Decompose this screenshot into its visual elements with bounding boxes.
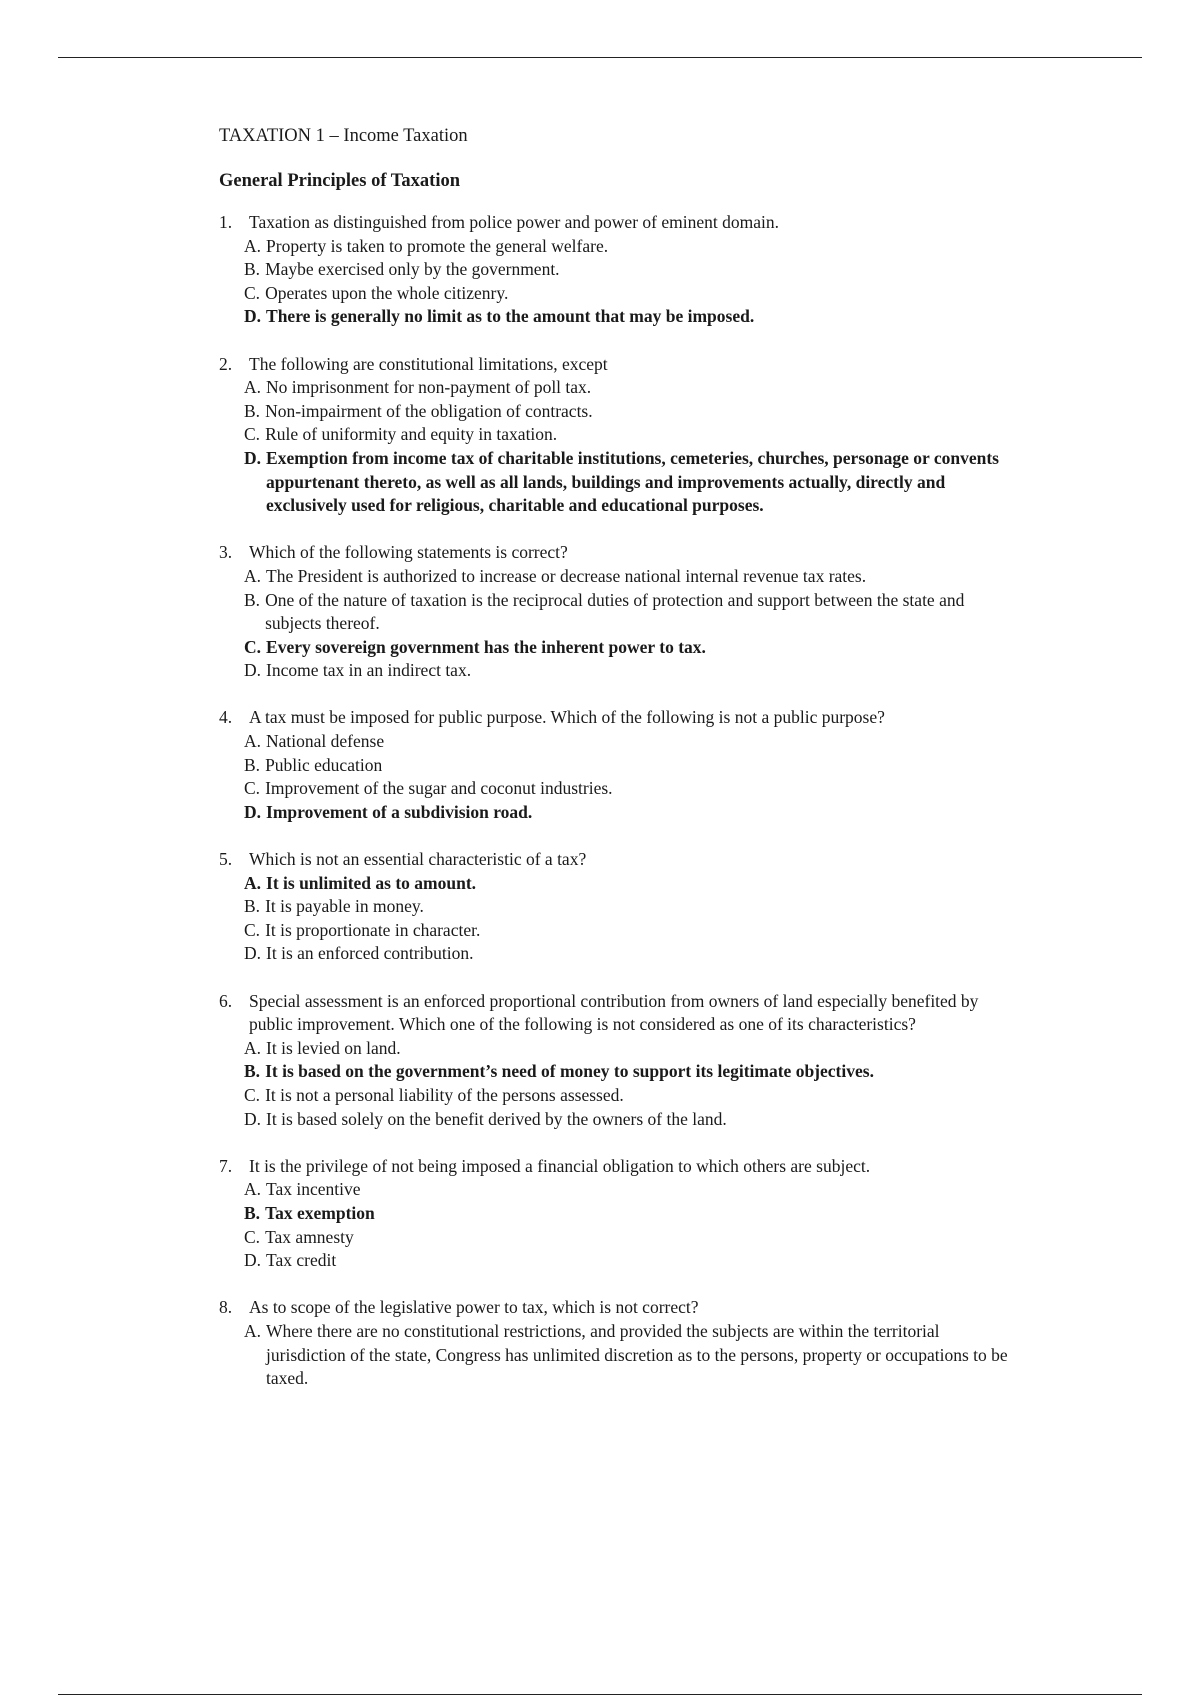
choice-text: Property is taken to promote the general welfare. — [266, 235, 609, 256]
answer-choice — [244, 919, 1019, 943]
choice-letter: A. — [244, 1037, 262, 1058]
question-stem — [219, 990, 1019, 1037]
choice-text: Tax incentive — [266, 1179, 361, 1200]
choice-text: Tax amnesty — [265, 1226, 354, 1247]
choice-letter: D. — [244, 801, 262, 822]
choice-text: It is based solely on the benefit derived by the owners of the land. — [266, 1108, 727, 1129]
choice-letter: B. — [244, 259, 261, 280]
choice-text: Tax credit — [266, 1250, 337, 1271]
question-stem — [219, 1296, 1019, 1320]
answer-choice-correct — [244, 305, 1019, 329]
choice-text: Operates upon the whole citizenry. — [265, 282, 509, 303]
question-list — [219, 211, 1019, 1391]
question-item — [219, 1296, 1019, 1390]
choice-letter: B. — [244, 896, 261, 917]
answer-choice — [244, 1320, 1019, 1391]
answer-choice — [244, 754, 1019, 778]
question-item — [219, 848, 1019, 966]
question-text: As to scope of the legislative power to tax, which is not correct? — [249, 1297, 699, 1318]
question-item — [219, 990, 1019, 1132]
choice-letter: C. — [244, 424, 261, 445]
choice-letter: D. — [244, 1108, 262, 1129]
answer-choices — [219, 872, 1019, 966]
answer-choice — [244, 777, 1019, 801]
choice-letter: D. — [244, 943, 262, 964]
choice-text: Rule of uniformity and equity in taxation. — [265, 424, 558, 445]
choice-text: Every sovereign government has the inherent power to tax. — [266, 636, 706, 657]
question-item — [219, 541, 1019, 683]
question-text: It is the privilege of not being imposed a financial obligation to which others are subject. — [249, 1155, 871, 1176]
question-stem — [219, 353, 1019, 377]
question-stem — [219, 211, 1019, 235]
choice-letter: B. — [244, 589, 261, 610]
choice-text: Where there are no constitutional restrictions, and provided the subjects are within the territorial jurisdiction of the state, Congress has unlimited discretion as to the persons, property or occupations to be taxed. — [266, 1320, 1008, 1389]
question-number: 6. — [219, 990, 233, 1011]
choice-text: One of the nature of taxation is the reciprocal duties of protection and support between the state and subjects thereof. — [265, 589, 965, 634]
question-text: Taxation as distinguished from police power and power of eminent domain. — [249, 212, 779, 232]
top-rule — [58, 57, 1142, 58]
choice-text: It is not a personal liability of the persons assessed. — [265, 1084, 624, 1105]
choice-letter: D. — [244, 306, 262, 327]
choice-letter: B. — [244, 400, 261, 421]
choice-letter: D. — [244, 660, 262, 681]
choice-text: Non-impairment of the obligation of contracts. — [265, 400, 593, 421]
answer-choice — [244, 730, 1019, 754]
question-stem — [219, 541, 1019, 565]
choice-text: It is an enforced contribution. — [266, 943, 474, 964]
question-stem — [219, 706, 1019, 730]
answer-choice — [244, 1084, 1019, 1108]
choice-text: There is generally no limit as to the amount that may be imposed. — [266, 306, 755, 327]
choice-letter: A. — [244, 235, 262, 256]
answer-choice-correct — [244, 1060, 1019, 1084]
answer-choice — [244, 1108, 1019, 1132]
question-number: 8. — [219, 1297, 233, 1318]
choice-text: National defense — [266, 731, 385, 752]
choice-letter: A. — [244, 377, 262, 398]
document-page — [219, 122, 1019, 1391]
choice-text: Improvement of the sugar and coconut industries. — [265, 778, 613, 799]
answer-choices — [219, 1320, 1019, 1391]
answer-choice — [244, 235, 1019, 259]
answer-choice — [244, 565, 1019, 589]
choice-text: Improvement of a subdivision road. — [266, 801, 533, 822]
question-number: 3. — [219, 542, 233, 563]
answer-choices — [219, 1037, 1019, 1131]
answer-choice — [244, 376, 1019, 400]
choice-letter: B. — [244, 754, 261, 775]
choice-letter: A. — [244, 1179, 262, 1200]
choice-letter: B. — [244, 1202, 261, 1223]
answer-choice — [244, 1037, 1019, 1061]
answer-choice-correct — [244, 872, 1019, 896]
choice-letter: C. — [244, 1226, 261, 1247]
question-item — [219, 353, 1019, 518]
answer-choice — [244, 589, 1019, 636]
choice-text: It is proportionate in character. — [265, 919, 481, 940]
answer-choices — [219, 235, 1019, 329]
question-text: Which is not an essential characteristic of a tax? — [249, 849, 587, 870]
answer-choices — [219, 376, 1019, 518]
choice-text: It is unlimited as to amount. — [266, 872, 477, 893]
answer-choices — [219, 1178, 1019, 1272]
question-text: A tax must be imposed for public purpose. Which of the following is not a public purpose? — [249, 707, 885, 728]
section-title: General Principles of Taxation — [219, 171, 461, 191]
answer-choice — [244, 282, 1019, 306]
choice-text: The President is authorized to increase or decrease national internal revenue tax rates. — [266, 565, 867, 586]
choice-text: Public education — [265, 754, 383, 775]
answer-choice — [244, 400, 1019, 424]
answer-choice-correct — [244, 1202, 1019, 1226]
answer-choice — [244, 1226, 1019, 1250]
question-item — [219, 706, 1019, 824]
choice-text: No imprisonment for non-payment of poll tax. — [266, 377, 592, 398]
question-number: 7. — [219, 1155, 233, 1176]
question-stem — [219, 1155, 1019, 1179]
choice-letter: A. — [244, 731, 262, 752]
document-title: TAXATION 1 – Income Taxation — [219, 126, 468, 146]
choice-letter: B. — [244, 1061, 261, 1082]
question-number: 2. — [219, 353, 233, 374]
answer-choice-correct — [244, 636, 1019, 660]
answer-choice — [244, 942, 1019, 966]
answer-choice-correct — [244, 447, 1019, 518]
choice-letter: C. — [244, 919, 261, 940]
choice-text: Income tax in an indirect tax. — [266, 660, 472, 681]
choice-letter: D. — [244, 1250, 262, 1271]
choice-letter: C. — [244, 778, 261, 799]
answer-choice — [244, 659, 1019, 683]
choice-letter: A. — [244, 872, 262, 893]
choice-letter: C. — [244, 636, 262, 657]
question-text: Which of the following statements is correct? — [249, 542, 568, 563]
question-item — [219, 211, 1019, 329]
choice-text: Exemption from income tax of charitable institutions, cemeteries, churches, personage or convents appurtenant thereto, as well as all lands, buildings and improvements actually, directly and exclusively used for religious, charitable and educational purposes. — [266, 447, 999, 516]
choice-text: It is based on the government’s need of money to support its legitimate objectives. — [265, 1061, 874, 1082]
answer-choices — [219, 565, 1019, 683]
choice-text: It is payable in money. — [265, 896, 424, 917]
answer-choice — [244, 258, 1019, 282]
choice-letter: A. — [244, 1320, 262, 1341]
answer-choice-correct — [244, 801, 1019, 825]
question-item — [219, 1155, 1019, 1273]
choice-letter: D. — [244, 447, 262, 468]
question-number: 5. — [219, 849, 233, 870]
answer-choice — [244, 1249, 1019, 1273]
choice-letter: A. — [244, 565, 262, 586]
choice-text: Maybe exercised only by the government. — [265, 259, 560, 280]
question-stem — [219, 848, 1019, 872]
bottom-rule — [58, 1694, 1142, 1695]
answer-choice — [244, 1178, 1019, 1202]
choice-text: It is levied on land. — [266, 1037, 401, 1058]
choice-letter: C. — [244, 1084, 261, 1105]
question-number: 1. — [219, 212, 233, 232]
answer-choices — [219, 730, 1019, 824]
question-number: 4. — [219, 707, 233, 728]
choice-letter: C. — [244, 282, 261, 303]
question-text: Special assessment is an enforced proportional contribution from owners of land especially benefited by public improvement. Which one of the following is not considered as one of its characteristics? — [249, 990, 979, 1035]
question-text: The following are constitutional limitations, except — [249, 353, 608, 374]
answer-choice — [244, 423, 1019, 447]
answer-choice — [244, 895, 1019, 919]
choice-text: Tax exemption — [265, 1202, 375, 1223]
